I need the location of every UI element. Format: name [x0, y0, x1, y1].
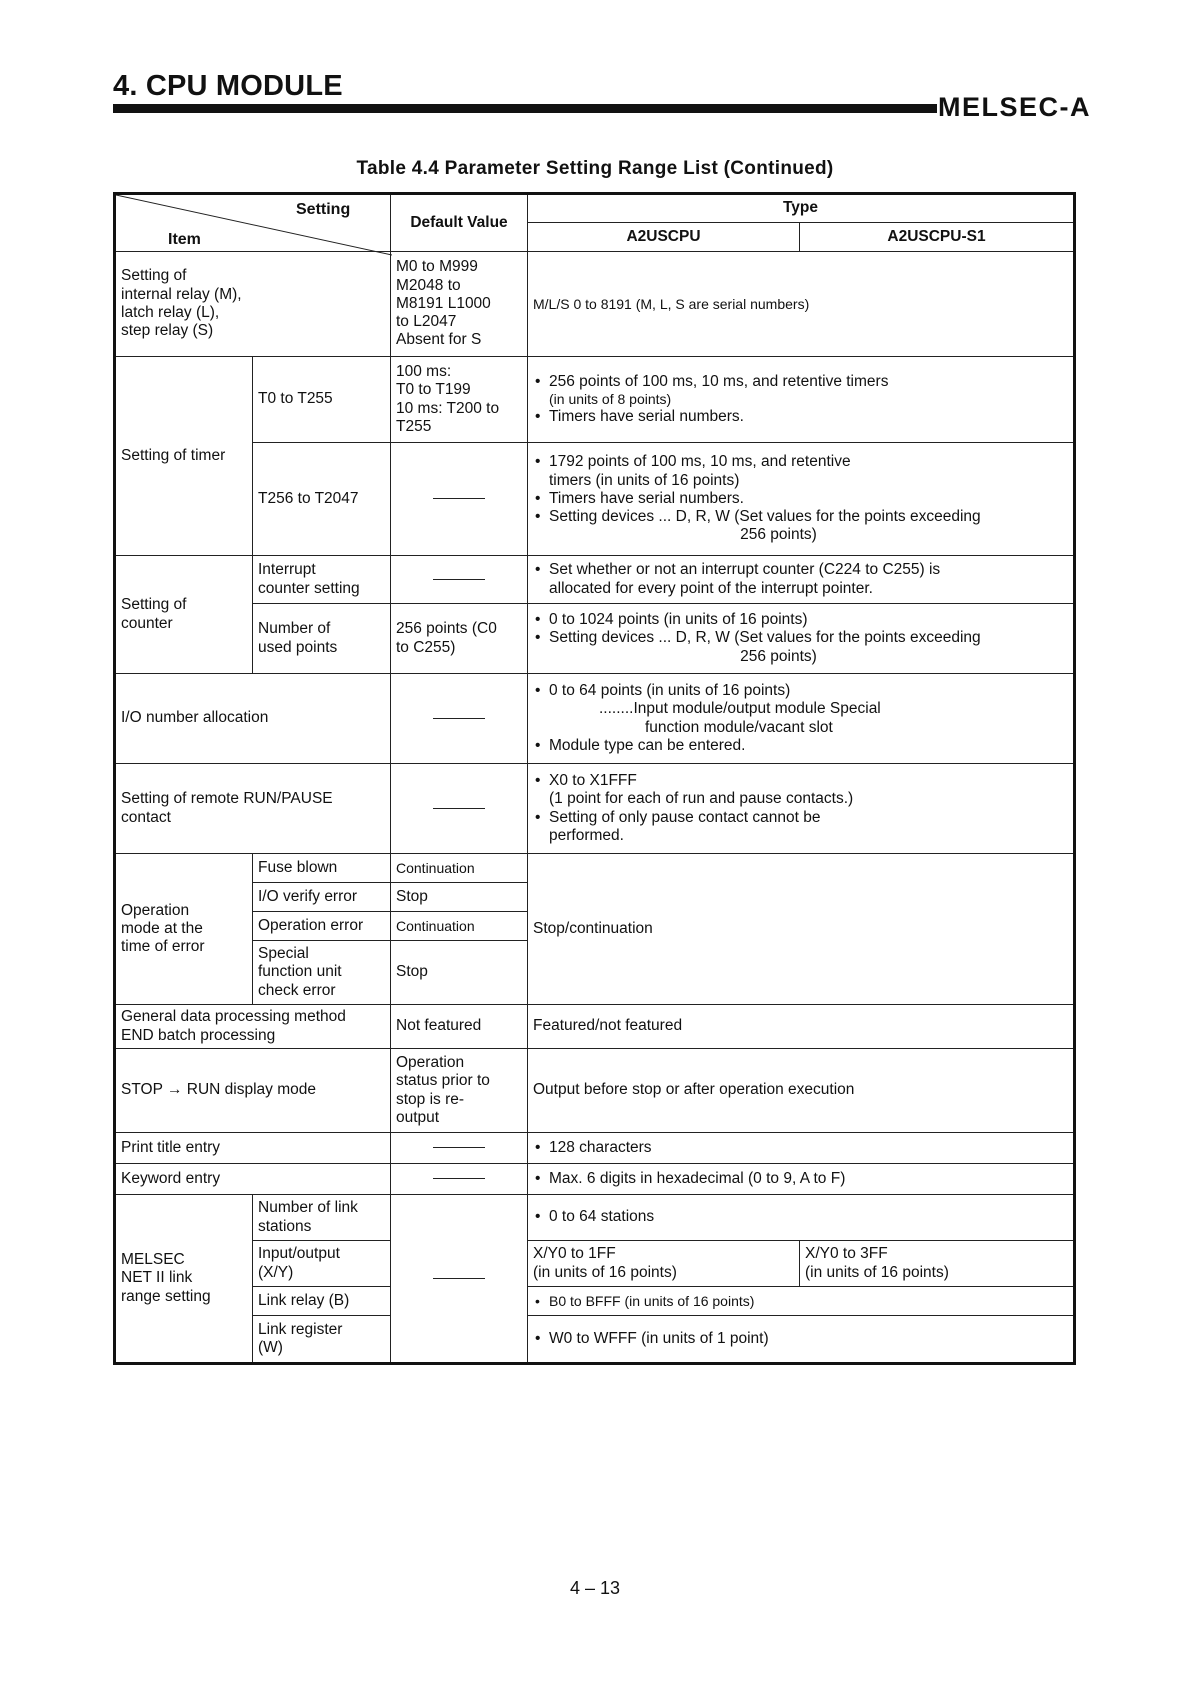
row-melsec-sub1-type	[528, 1195, 1075, 1241]
row-melsec-sub3: Link relay (B)	[253, 1287, 391, 1316]
row-operation-sub2-default: Stop	[391, 883, 528, 912]
row-general-type: Featured/not featured	[528, 1005, 1075, 1049]
row-io-alloc-default	[391, 674, 528, 764]
row-io-alloc-type	[528, 674, 1075, 764]
list-item: • Module type can be entered.	[533, 737, 1068, 755]
row-melsec-sub2: Input/output (X/Y)	[253, 1241, 391, 1287]
list-item: • Set whether or not an interrupt counter (C224 to C255) is allocated for every point of the interrupt pointer.	[533, 561, 1068, 598]
row-timer-sub1: T0 to T255	[253, 357, 391, 443]
row-general-item: General data processing method END batch processing	[115, 1005, 391, 1049]
chapter-title: 4. CPU MODULE	[113, 70, 343, 102]
list-item: • 0 to 1024 points (in units of 16 points)	[533, 611, 1068, 629]
row-melsec-sub2-type-b: X/Y0 to 3FF (in units of 16 points)	[800, 1241, 1075, 1287]
list-item: • B0 to BFFF (in units of 16 points)	[533, 1293, 1068, 1310]
row-operation-type: Stop/continuation	[528, 854, 1075, 1005]
row-operation-sub4-default: Stop	[391, 941, 528, 1005]
header-rule	[113, 104, 937, 113]
list-item: • Setting devices ... D, R, W (Set values for the points exceeding 256 points)	[533, 629, 1068, 666]
row-operation-sub4: Special function unit check error	[253, 941, 391, 1005]
row-timer-item: Setting of timer	[115, 357, 253, 556]
brand-label: MELSEC-A	[938, 92, 1091, 122]
row-counter-sub2-default: 256 points (C0 to C255)	[391, 604, 528, 674]
list-item: • X0 to X1FFF (1 point for each of run and pause contacts.)	[533, 772, 1068, 809]
page-number: 4 – 13	[569, 1578, 621, 1598]
row-keyword-item: Keyword entry	[115, 1164, 391, 1195]
row-general-default: Not featured	[391, 1005, 528, 1049]
row-counter-item: Setting of counter	[115, 556, 253, 674]
row-melsec-sub2-type-a: X/Y0 to 1FF (in units of 16 points)	[528, 1241, 800, 1287]
row-operation-sub1-default: Continuation	[391, 854, 528, 883]
corner-header	[115, 194, 391, 252]
row-melsec-default	[391, 1195, 528, 1364]
list-item: • Setting of only pause contact cannot be performed.	[533, 809, 1068, 846]
row-counter-sub2: Number of used points	[253, 604, 391, 674]
row-timer-sub1-default: 100 ms: T0 to T199 10 ms: T200 to T255	[391, 357, 528, 443]
list-item: • 256 points of 100 ms, 10 ms, and retentive timers (in units of 8 points)	[533, 373, 1068, 408]
row-melsec-sub4-type	[528, 1316, 1075, 1364]
list-item: • Timers have serial numbers.	[533, 408, 1068, 426]
row-keyword-default	[391, 1164, 528, 1195]
row-internal-relay-type: M/L/S 0 to 8191 (M, L, S are serial numbers)	[528, 252, 1075, 357]
list-item: • Max. 6 digits in hexadecimal (0 to 9, A to F)	[533, 1170, 1068, 1188]
type-a2uscpu-s1-header: A2USCPU-S1	[800, 223, 1075, 252]
parameter-table	[113, 192, 1076, 1365]
parameter-table-wrapper	[113, 192, 1073, 1365]
list-item: • Setting devices ... D, R, W (Set values for the points exceeding 256 points)	[533, 508, 1068, 545]
default-value-header: Default Value	[391, 194, 528, 252]
row-keyword-type	[528, 1164, 1075, 1195]
row-print-title-type	[528, 1133, 1075, 1164]
row-operation-sub3: Operation error	[253, 912, 391, 941]
row-internal-relay-default: M0 to M999 M2048 to M8191 L1000 to L2047 Absent for S	[391, 252, 528, 357]
row-print-title-default	[391, 1133, 528, 1164]
row-timer-sub1-type	[528, 357, 1075, 443]
row-remote-default	[391, 764, 528, 854]
row-counter-sub2-type	[528, 604, 1075, 674]
row-stop-run-default: Operation status prior to stop is re- output	[391, 1049, 528, 1133]
row-melsec-item: MELSEC NET II link range setting	[115, 1195, 253, 1364]
list-item: • 1792 points of 100 ms, 10 ms, and retentive timers (in units of 16 points)	[533, 453, 1068, 490]
row-stop-run-item: STOP → RUN display mode	[115, 1049, 391, 1133]
item-header: Item	[168, 231, 201, 248]
diagonal-line	[116, 195, 392, 257]
row-timer-sub2-type	[528, 443, 1075, 556]
row-internal-relay-item: Setting of internal relay (M), latch relay (L), step relay (S)	[115, 252, 391, 357]
row-melsec-sub3-type	[528, 1287, 1075, 1316]
list-item: • W0 to WFFF (in units of 1 point)	[533, 1330, 1068, 1348]
row-operation-sub3-default: Continuation	[391, 912, 528, 941]
row-operation-sub2: I/O verify error	[253, 883, 391, 912]
row-io-alloc-item: I/O number allocation	[115, 674, 391, 764]
row-melsec-sub1: Number of link stations	[253, 1195, 391, 1241]
row-print-title-item: Print title entry	[115, 1133, 391, 1164]
type-header: Type	[528, 194, 1075, 223]
row-counter-sub1: Interrupt counter setting	[253, 556, 391, 604]
type-a2uscpu-header: A2USCPU	[528, 223, 800, 252]
table-title: Table 4.4 Parameter Setting Range List (Continued)	[356, 158, 834, 179]
row-remote-type	[528, 764, 1075, 854]
row-timer-sub2-default	[391, 443, 528, 556]
row-operation-item: Operation mode at the time of error	[115, 854, 253, 1005]
list-item: • 0 to 64 points (in units of 16 points) ........Input module/output module Special function module/vacant slot	[533, 682, 1068, 737]
list-item: • 0 to 64 stations	[533, 1208, 1068, 1226]
row-operation-sub1: Fuse blown	[253, 854, 391, 883]
row-counter-sub1-default	[391, 556, 528, 604]
row-remote-item: Setting of remote RUN/PAUSE contact	[115, 764, 391, 854]
row-melsec-sub4: Link register (W)	[253, 1316, 391, 1364]
list-item: • Timers have serial numbers.	[533, 490, 1068, 508]
row-counter-sub1-type	[528, 556, 1075, 604]
list-item: • 128 characters	[533, 1139, 1068, 1157]
setting-header: Setting	[296, 201, 351, 218]
row-stop-run-type: Output before stop or after operation execution	[528, 1049, 1075, 1133]
row-timer-sub2: T256 to T2047	[253, 443, 391, 556]
